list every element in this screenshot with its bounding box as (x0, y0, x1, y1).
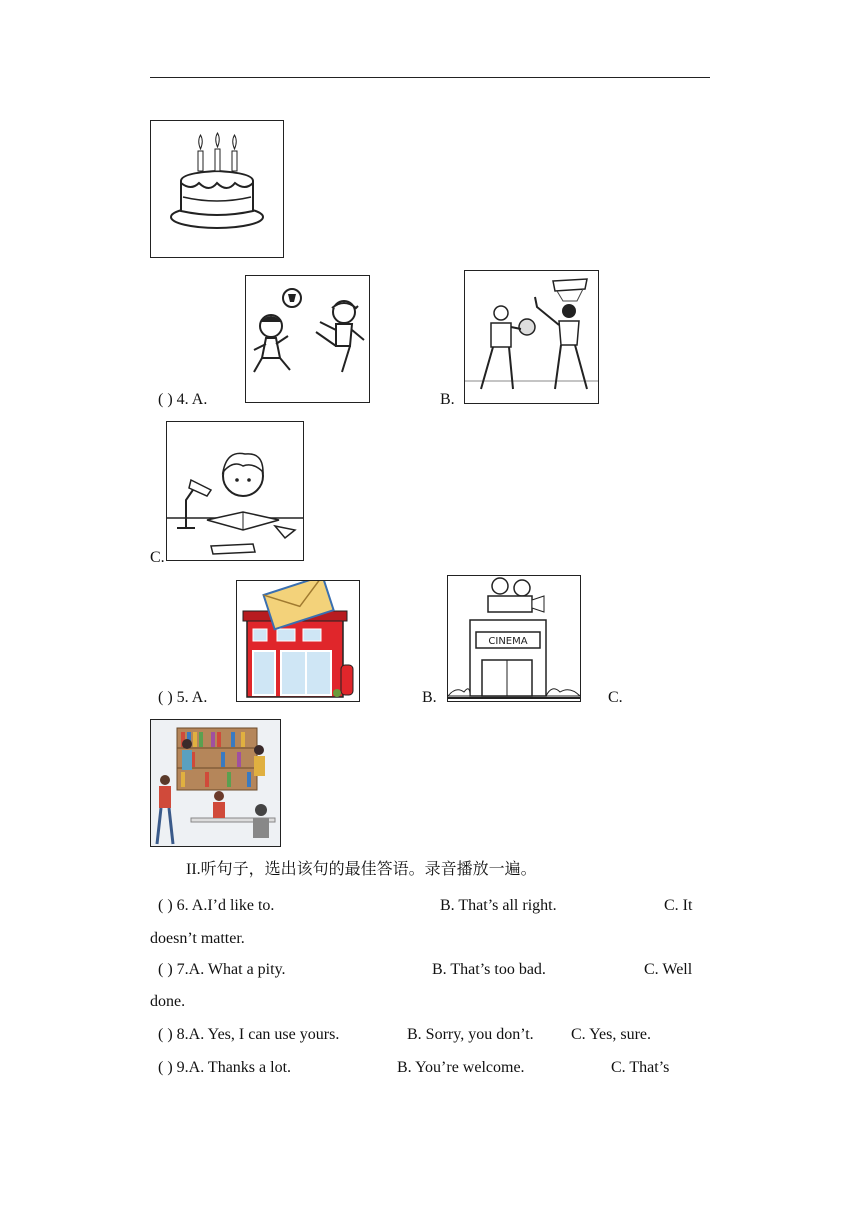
q6-option-c: C. It (664, 897, 693, 914)
q7-option-a: ( ) 7.A. What a pity. (158, 961, 286, 978)
q6-option-b: B. That’s all right. (440, 897, 557, 914)
q5-option-b-label: B. (422, 689, 437, 706)
q9-option-a: ( ) 9.A. Thanks a lot. (158, 1059, 292, 1076)
basketball-icon (465, 271, 598, 403)
q8-option-b: B. Sorry, you don’t. (407, 1026, 534, 1043)
cake-icon (151, 121, 283, 257)
q7-option-c: C. Well (644, 961, 693, 978)
football-icon (246, 276, 369, 402)
q6-option-a: ( ) 6. A.I’d like to. (158, 897, 275, 914)
homework-icon (167, 422, 303, 560)
q8-option-a: ( ) 8.A. Yes, I can use yours. (158, 1026, 340, 1043)
q4-prefix: ( ) 4. A. (158, 391, 208, 408)
q7-option-c-wrap: done. (150, 993, 186, 1010)
library-image[interactable] (150, 719, 281, 847)
header-rule (150, 77, 710, 78)
q6-option-c-wrap: doesn’t matter. (150, 930, 245, 947)
cinema-icon (448, 576, 580, 701)
q9-option-b: B. You’re welcome. (397, 1059, 525, 1076)
q5-option-c-label: C. (608, 689, 623, 706)
basketball-image[interactable] (464, 270, 599, 404)
q9-option-c: C. That’s (611, 1059, 670, 1076)
post-office-image[interactable] (236, 580, 360, 702)
q8-option-c: C. Yes, sure. (571, 1026, 652, 1043)
q4-option-b-label: B. (440, 391, 455, 408)
library-icon (151, 720, 280, 846)
q4-option-c-label: C. (150, 549, 165, 566)
q5-prefix: ( ) 5. A. (158, 689, 208, 706)
post-office-icon (237, 581, 359, 701)
section-heading: II.听句子，选出该句的最佳答语。录音播放一遍。 (186, 861, 537, 878)
birthday-cake-image (150, 120, 284, 258)
cinema-sign-text: CINEMA (488, 636, 528, 647)
q7-option-b: B. That’s too bad. (432, 961, 546, 978)
homework-image[interactable] (166, 421, 304, 561)
football-image[interactable] (245, 275, 370, 403)
cinema-image[interactable] (447, 575, 581, 702)
